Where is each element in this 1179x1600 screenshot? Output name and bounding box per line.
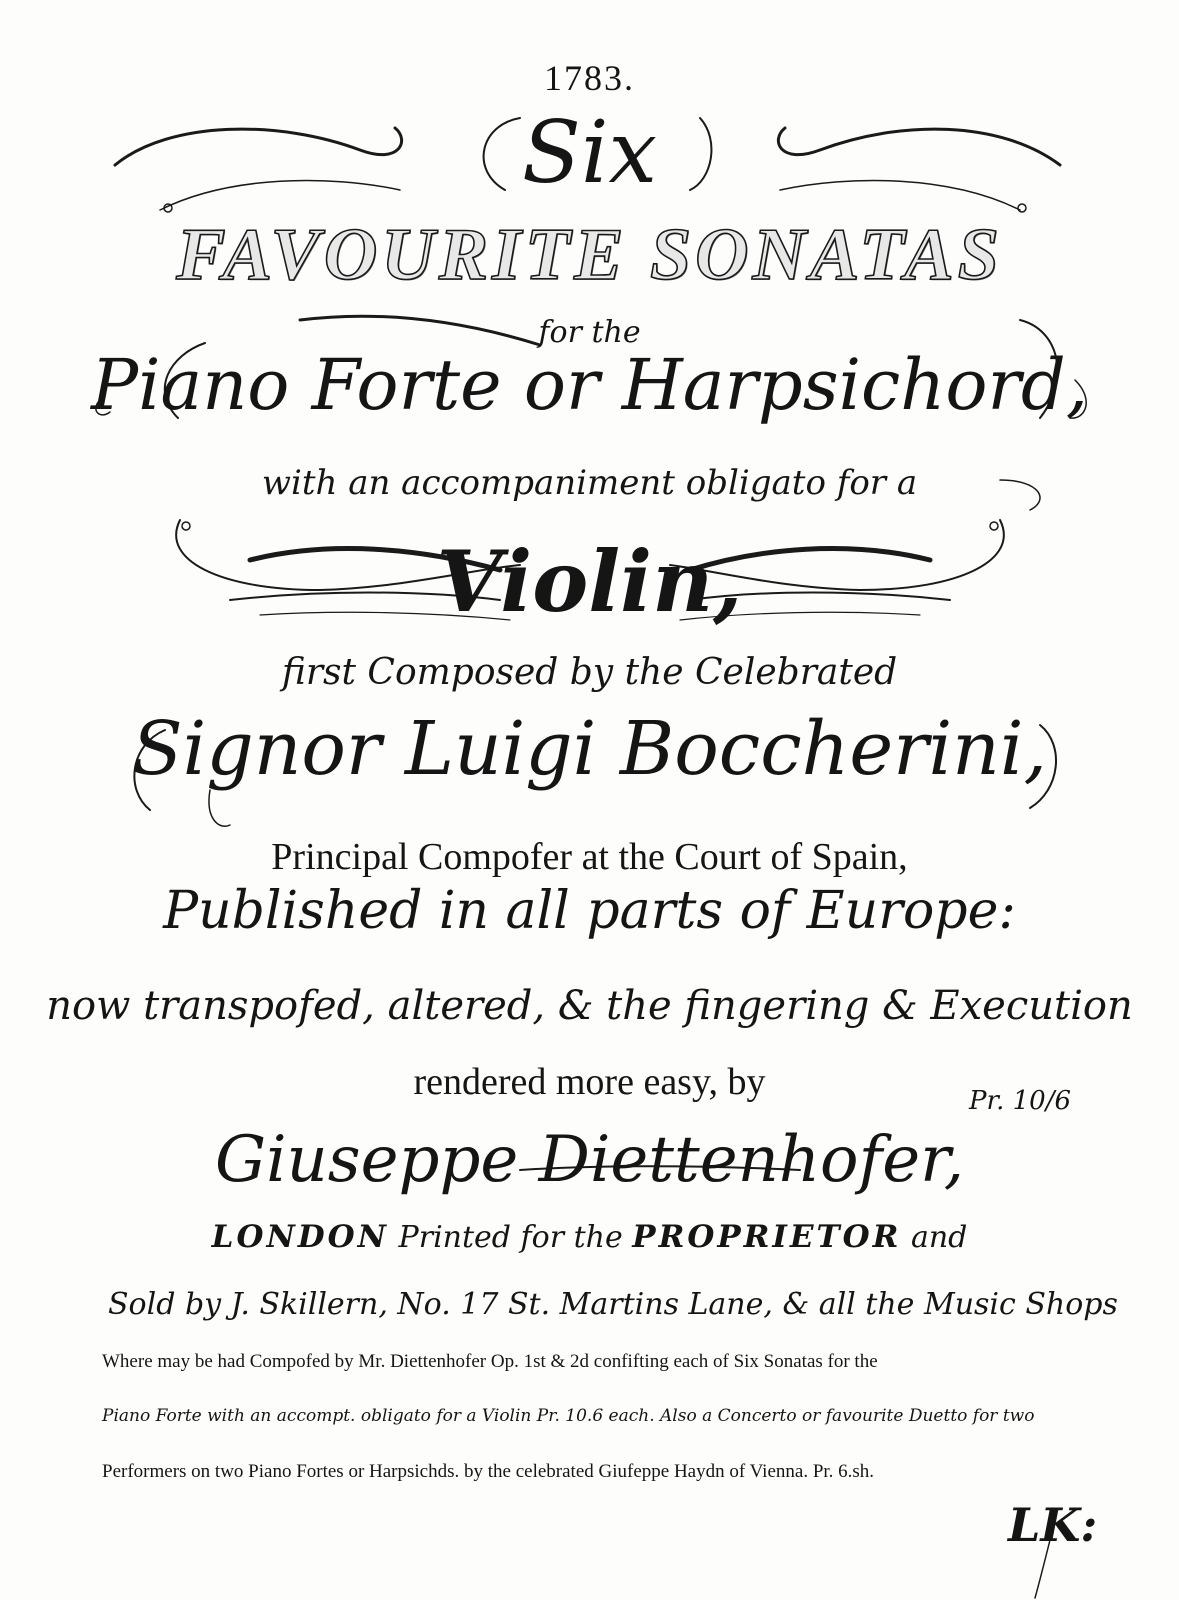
six-heading: Six <box>522 103 657 203</box>
london-word: LONDON <box>211 1219 389 1255</box>
instruments-line: Piano Forte or Harpsichord, <box>90 344 1089 426</box>
publication-year: 1783. <box>544 58 635 98</box>
transposed-line: now transpofed, altered, & the fingering & Execution <box>46 983 1133 1029</box>
published-line: Published in all parts of Europe: <box>163 881 1016 941</box>
first-composed-line: first Composed by the Celebrated <box>281 652 898 693</box>
monogram-signature: LK: <box>1008 1498 1098 1552</box>
sold-by-line: Sold by J. Skillern, No. 17 St. Martins Lane, & all the Music Shops <box>108 1287 1118 1322</box>
and-word: and <box>910 1220 968 1255</box>
advert-line-1: Where may be had Compofed by Mr. Diettenhofer Op. 1st & 2d confifting each of Six Sonatas for the <box>102 1351 878 1372</box>
price: Pr. 10/6 <box>969 1086 1071 1116</box>
rendered-line: rendered more easy, by <box>413 1061 766 1103</box>
composer-title: Principal Compofer at the Court of Spain, <box>271 836 908 878</box>
advert-line-3: Performers on two Piano Fortes or Harpsichds. by the celebrated Giufeppe Haydn of Vienna. Pr. 6.sh. <box>102 1461 875 1482</box>
imprint-london-line <box>0 1219 1179 1255</box>
for-the-line: for the <box>538 315 641 350</box>
proprietor-word: PROPRIETOR <box>632 1219 902 1255</box>
main-title: FAVOURITE SONATAS <box>176 214 1003 296</box>
accompaniment-line: with an accompaniment obligato for a <box>261 463 918 503</box>
composer-name: Signor Luigi Boccherini, <box>131 706 1048 792</box>
arranger-name: Giuseppe Diettenhofer, <box>214 1123 965 1197</box>
printed-for-text: Printed for the <box>398 1220 623 1255</box>
advert-line-2: Piano Forte with an accompt. obligato for a Violin Pr. 10.6 each. Also a Concerto or favourite Duetto for two <box>102 1406 1035 1426</box>
violin-heading: Violin, <box>436 532 743 631</box>
